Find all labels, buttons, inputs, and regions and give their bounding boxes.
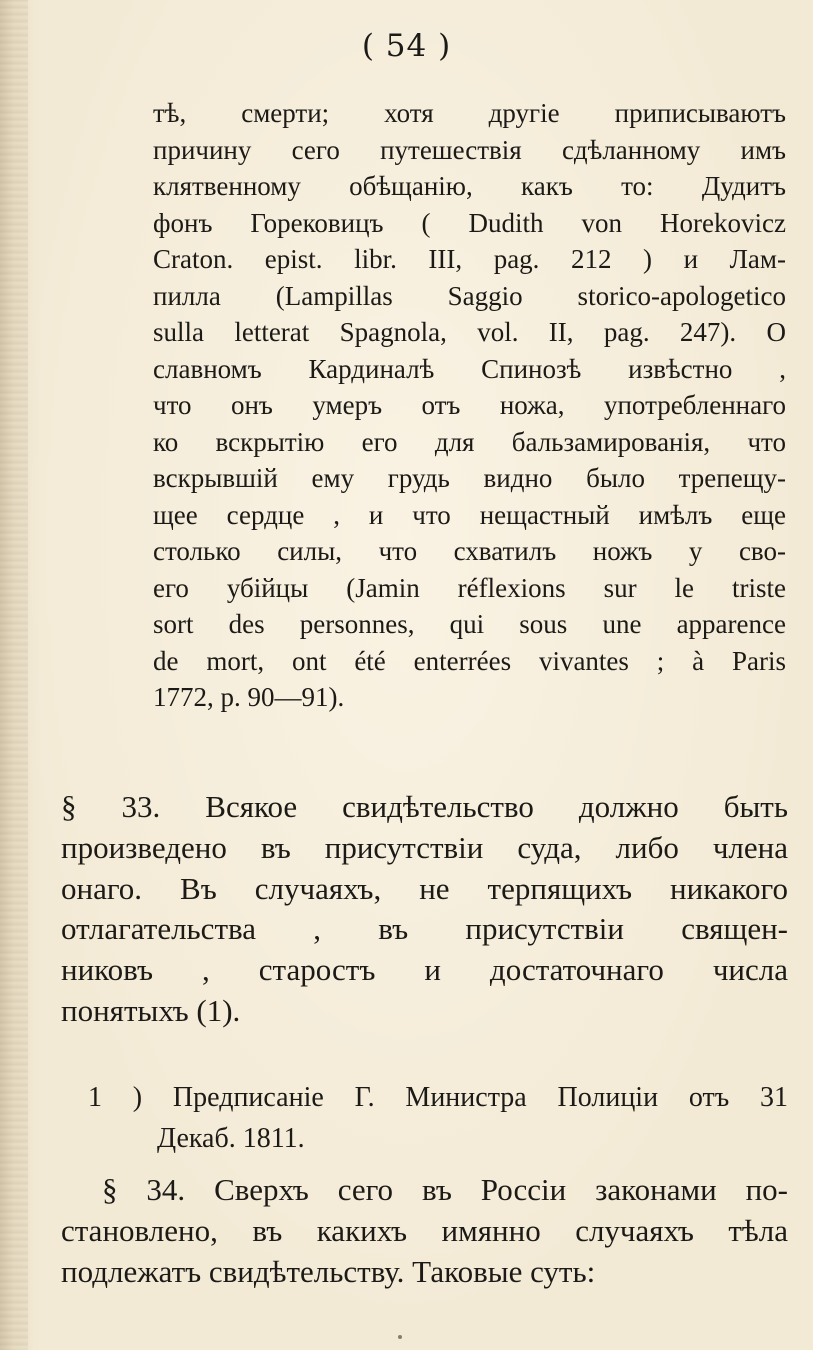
section-34 (61, 1170, 788, 1292)
text-line: de mort, ont été enterrées vivantes ; à Paris (153, 645, 786, 676)
page-gutter (0, 0, 28, 1350)
text-line: онаго. Въ случаяхъ, не терпящихъ никакого (61, 870, 788, 906)
footnote-line: Декаб. 1811. (157, 1123, 305, 1154)
continuation-paragraph (153, 95, 786, 716)
text-line: становлено, въ какихъ имянно случаяхъ тѣла (61, 1212, 788, 1248)
text-line: sulla letterat Spagnola, vol. II, pag. 247). О (153, 317, 786, 347)
text-line: подлежатъ свидѣтельству. Таковые суть: (61, 1253, 596, 1289)
text-line: понятыхъ (1). (61, 992, 241, 1028)
text-line: sort des personnes, qui sous une apparence (153, 609, 786, 639)
text-line: славномъ Кардиналѣ Спинозѣ извѣстно , (153, 353, 786, 384)
page-number: ( 54 ) (361, 28, 452, 64)
text-line: ко вскрытію его для бальзамированія, что (153, 426, 786, 457)
text-line: произведено въ присутствіи суда, либо члена (61, 829, 788, 865)
print-speck (398, 1335, 402, 1339)
text-line: пилла (Lampillas Saggio storico-apologetico (153, 280, 786, 311)
section-33 (61, 787, 788, 1032)
footnote-line: 1 ) Предписаніе Г. Министра Полиціи отъ 31 (88, 1082, 788, 1113)
text-line: столько силы, что схватилъ ножъ у сво- (153, 536, 786, 566)
text-line: фонъ Горековицъ ( Dudith von Horekovicz (153, 207, 786, 238)
text-line: никовъ , старостъ и достаточнаго числа (61, 952, 788, 988)
text-line: причину сего путешествія сдѣланному имъ (153, 134, 786, 165)
text-line: § 34. Сверхъ сего въ Россіи законами по- (102, 1172, 788, 1207)
text-line: Craton. epist. libr. III, pag. 212 ) и Лам- (153, 244, 786, 274)
text-line: его убійцы (Jamin réflexions sur le triste (153, 572, 786, 603)
text-line: тѣ, смерти; хотя другіе приписываютъ (153, 98, 786, 128)
text-line: вскрывшій ему грудь видно было трепещу- (153, 463, 786, 493)
text-line: § 33. Всякое свидѣтельство должно быть (61, 789, 788, 824)
text-line: что онъ умеръ отъ ножа, употребленнаго (153, 390, 786, 420)
footnote (88, 1077, 788, 1159)
text-line: клятвенному обѣщанію, какъ то: Дудитъ (153, 171, 786, 201)
text-line: 1772, p. 90—91). (153, 682, 345, 712)
text-line: отлагательства , въ присутствіи священ- (61, 911, 788, 947)
text-line: щее сердце , и что нещастный имѣлъ еще (153, 499, 786, 530)
